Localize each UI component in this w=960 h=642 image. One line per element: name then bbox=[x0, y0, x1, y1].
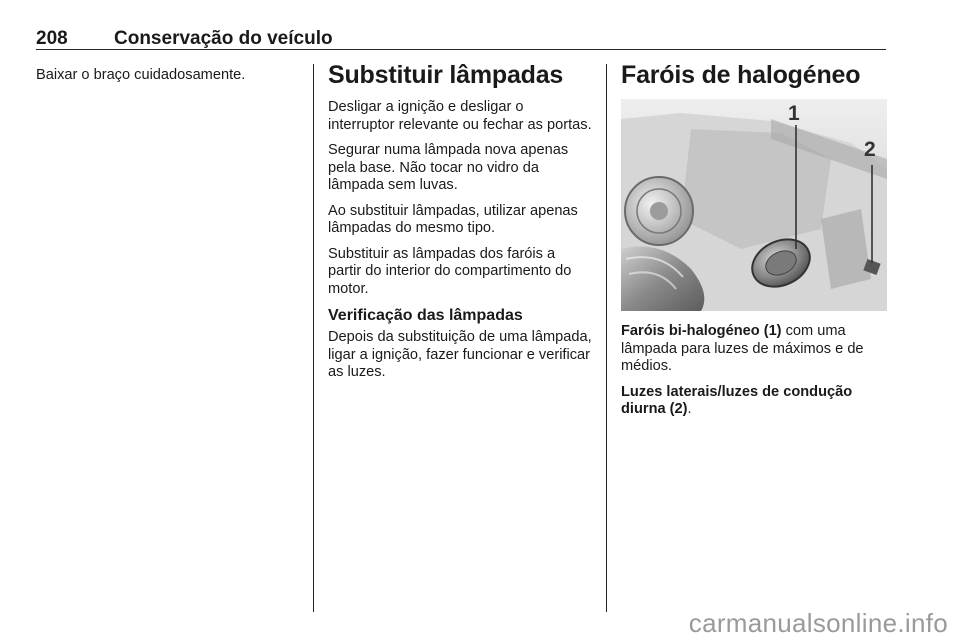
term-bold: Luzes laterais/luzes de condução diurna (2) bbox=[621, 383, 853, 417]
page-title: Conservação do veículo bbox=[114, 28, 333, 49]
paragraph bbox=[621, 384, 887, 419]
column-3 bbox=[621, 60, 887, 427]
body-text: Baixar o braço cuidadosamente. bbox=[36, 67, 246, 83]
subsection-heading: Verificação das lâmpadas bbox=[328, 307, 523, 324]
page-number: 208 bbox=[36, 28, 68, 49]
headlamp-illustration bbox=[621, 99, 887, 311]
paragraph: Substituir as lâmpadas dos faróis a partir do interior do compartimento do motor. bbox=[328, 245, 572, 297]
callout-1: 1 bbox=[788, 102, 800, 125]
column-1 bbox=[36, 60, 298, 93]
column-2 bbox=[328, 60, 592, 390]
page-header bbox=[36, 28, 886, 50]
term-bold: Faróis bi-halogéneo (1) bbox=[621, 323, 782, 339]
header-divider bbox=[36, 49, 886, 50]
column-divider-1 bbox=[313, 64, 314, 612]
paragraph bbox=[621, 323, 887, 376]
paragraph: Depois da substituição de uma lâmpada, ligar a ignição, fazer funcionar e verificar as luzes. bbox=[328, 329, 592, 380]
headlamp-figure bbox=[621, 99, 887, 311]
paragraph: Desligar a ignição e desligar o interruptor relevante ou fechar as portas. bbox=[328, 99, 592, 133]
section-heading: Faróis de halogéneo bbox=[621, 61, 861, 89]
section-heading: Substituir lâmpadas bbox=[328, 61, 564, 89]
column-divider-2 bbox=[606, 64, 607, 612]
term-description: . bbox=[687, 401, 692, 417]
paragraph: Ao substituir lâmpadas, utilizar apenas lâmpadas do mesmo tipo. bbox=[328, 202, 578, 236]
paragraph: Segurar numa lâmpada nova apenas pela base. Não tocar no vidro da lâmpada sem luvas. bbox=[328, 142, 569, 193]
watermark: carmanualsonline.info bbox=[688, 608, 948, 638]
callout-2: 2 bbox=[864, 138, 876, 161]
term-description: com uma lâmpada para luzes de máximos e de médios. bbox=[621, 323, 864, 374]
